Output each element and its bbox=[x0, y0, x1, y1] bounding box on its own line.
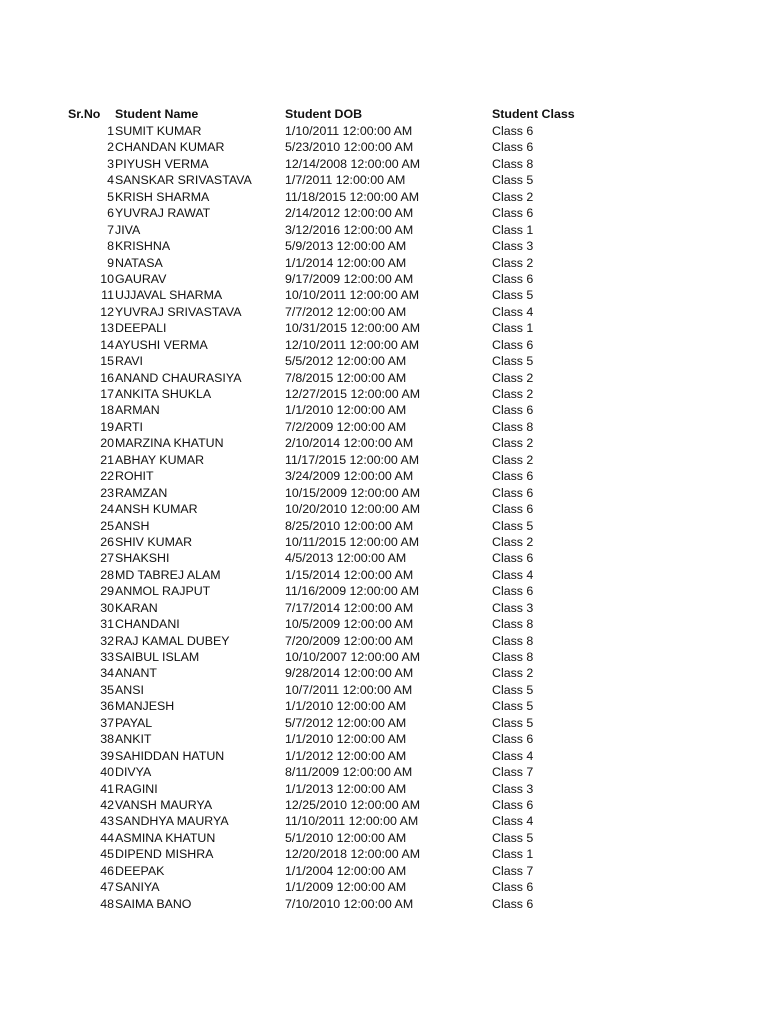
table-row bbox=[0, 715, 768, 731]
cell-student-dob: 4/5/2013 12:00:00 AM bbox=[285, 551, 407, 566]
cell-student-class: Class 8 bbox=[492, 633, 534, 648]
cell-student-class: Class 2 bbox=[492, 534, 534, 549]
cell-sr-no: 36 bbox=[100, 699, 114, 714]
cell-student-class: Class 4 bbox=[492, 748, 534, 763]
cell-student-dob: 1/15/2014 12:00:00 AM bbox=[285, 567, 414, 582]
cell-student-class: Class 6 bbox=[492, 880, 534, 895]
cell-student-name: ARTI bbox=[115, 419, 143, 434]
cell-student-dob: 9/17/2009 12:00:00 AM bbox=[285, 271, 414, 286]
cell-student-class: Class 6 bbox=[492, 337, 534, 352]
cell-sr-no: 25 bbox=[100, 518, 114, 533]
cell-student-name: PIYUSH VERMA bbox=[115, 156, 209, 171]
cell-sr-no: 43 bbox=[100, 814, 114, 829]
cell-student-class: Class 5 bbox=[492, 699, 534, 714]
table-row bbox=[0, 534, 768, 550]
cell-sr-no: 17 bbox=[100, 387, 114, 401]
cell-student-class: Class 5 bbox=[492, 288, 534, 303]
cell-student-class: Class 6 bbox=[492, 485, 534, 500]
cell-student-class: Class 5 bbox=[492, 518, 534, 533]
cell-student-dob: 8/11/2009 12:00:00 AM bbox=[285, 765, 413, 780]
cell-student-class: Class 1 bbox=[492, 222, 534, 237]
cell-sr-no: 8 bbox=[107, 239, 114, 254]
cell-student-name: MD TABREJ ALAM bbox=[115, 567, 221, 582]
cell-sr-no: 20 bbox=[100, 436, 114, 451]
cell-student-dob: 8/25/2010 12:00:00 AM bbox=[285, 518, 414, 533]
cell-sr-no: 38 bbox=[100, 732, 114, 747]
table-row bbox=[0, 616, 768, 632]
cell-student-name: PAYAL bbox=[115, 715, 153, 730]
table-row bbox=[0, 304, 768, 320]
cell-student-dob: 12/25/2010 12:00:00 AM bbox=[285, 797, 421, 812]
cell-student-name: DEEPALI bbox=[115, 321, 167, 336]
cell-sr-no: 1 bbox=[107, 124, 114, 138]
cell-sr-no: 28 bbox=[100, 567, 114, 582]
cell-student-name: ANSI bbox=[115, 682, 144, 697]
cell-student-dob: 9/28/2014 12:00:00 AM bbox=[285, 666, 414, 681]
cell-student-class: Class 6 bbox=[492, 271, 534, 286]
cell-student-name: UJJAVAL SHARMA bbox=[115, 288, 223, 303]
header-sr-no: Sr.No bbox=[68, 107, 101, 121]
cell-student-name: SHIV KUMAR bbox=[115, 534, 193, 549]
table-body bbox=[0, 123, 768, 912]
cell-student-dob: 10/20/2010 12:00:00 AM bbox=[285, 502, 421, 517]
cell-student-dob: 7/2/2009 12:00:00 AM bbox=[285, 419, 407, 434]
cell-student-dob: 1/1/2014 12:00:00 AM bbox=[285, 255, 407, 270]
cell-sr-no: 16 bbox=[100, 370, 114, 385]
cell-student-name: KRISH SHARMA bbox=[115, 189, 210, 204]
cell-student-dob: 7/17/2014 12:00:00 AM bbox=[285, 600, 414, 615]
cell-student-dob: 12/20/2018 12:00:00 AM bbox=[285, 847, 421, 862]
cell-student-dob: 12/27/2015 12:00:00 AM bbox=[285, 387, 421, 401]
table-row bbox=[0, 353, 768, 369]
table-row bbox=[0, 287, 768, 303]
cell-student-class: Class 5 bbox=[492, 682, 534, 697]
cell-student-name: RAMZAN bbox=[115, 485, 168, 500]
cell-student-name: ANMOL RAJPUT bbox=[115, 584, 211, 599]
table-row bbox=[0, 386, 768, 402]
cell-sr-no: 10 bbox=[100, 271, 114, 286]
table-row bbox=[0, 797, 768, 813]
table-row bbox=[0, 781, 768, 797]
cell-student-class: Class 8 bbox=[492, 419, 534, 434]
table-row bbox=[0, 139, 768, 155]
cell-student-class: Class 3 bbox=[492, 781, 534, 796]
table-row bbox=[0, 337, 768, 353]
table-row bbox=[0, 271, 768, 287]
cell-student-name: SAHIDDAN HATUN bbox=[115, 748, 225, 763]
cell-student-dob: 1/1/2009 12:00:00 AM bbox=[285, 880, 407, 895]
cell-student-name: SUMIT KUMAR bbox=[115, 124, 202, 138]
table-row bbox=[0, 485, 768, 501]
cell-sr-no: 4 bbox=[107, 173, 114, 188]
header-student-name: Student Name bbox=[115, 107, 199, 121]
cell-sr-no: 11 bbox=[101, 288, 114, 303]
header-student-class: Student Class bbox=[492, 107, 575, 121]
cell-student-name: RAJ KAMAL DUBEY bbox=[115, 633, 230, 648]
cell-student-name: MARZINA KHATUN bbox=[115, 436, 224, 451]
cell-student-name: ANSH KUMAR bbox=[115, 502, 198, 517]
table-row bbox=[0, 238, 768, 254]
cell-student-name: ANKITA SHUKLA bbox=[115, 387, 212, 401]
cell-student-name: DIVYA bbox=[115, 765, 152, 780]
cell-student-class: Class 3 bbox=[492, 239, 534, 254]
cell-student-dob: 12/14/2008 12:00:00 AM bbox=[285, 156, 421, 171]
cell-sr-no: 37 bbox=[100, 715, 114, 730]
table-row bbox=[0, 222, 768, 238]
cell-sr-no: 39 bbox=[100, 748, 114, 763]
cell-sr-no: 41 bbox=[100, 781, 114, 796]
cell-sr-no: 27 bbox=[100, 551, 114, 566]
table-row bbox=[0, 830, 768, 846]
cell-student-name: SAIBUL ISLAM bbox=[115, 650, 200, 664]
cell-sr-no: 22 bbox=[100, 469, 114, 484]
cell-student-class: Class 6 bbox=[492, 502, 534, 517]
cell-sr-no: 47 bbox=[100, 880, 114, 895]
cell-sr-no: 23 bbox=[100, 485, 114, 500]
cell-sr-no: 32 bbox=[100, 633, 114, 648]
cell-student-name: RAGINI bbox=[115, 781, 158, 796]
cell-student-dob: 11/10/2011 12:00:00 AM bbox=[285, 814, 419, 829]
cell-student-name: SANSKAR SRIVASTAVA bbox=[115, 173, 252, 188]
table-row bbox=[0, 879, 768, 895]
cell-sr-no: 33 bbox=[100, 650, 114, 664]
cell-sr-no: 42 bbox=[100, 797, 114, 812]
cell-student-dob: 1/1/2012 12:00:00 AM bbox=[285, 748, 407, 763]
cell-student-name: ROHIT bbox=[115, 469, 154, 484]
cell-student-dob: 1/10/2011 12:00:00 AM bbox=[285, 124, 413, 138]
cell-student-dob: 7/8/2015 12:00:00 AM bbox=[285, 370, 407, 385]
cell-student-name: ASMINA KHATUN bbox=[115, 830, 216, 845]
cell-sr-no: 44 bbox=[100, 830, 114, 845]
table-row bbox=[0, 172, 768, 188]
cell-student-class: Class 6 bbox=[492, 797, 534, 812]
cell-sr-no: 5 bbox=[107, 189, 114, 204]
cell-student-name: ANANT bbox=[115, 666, 157, 681]
cell-student-class: Class 4 bbox=[492, 814, 534, 829]
table-row bbox=[0, 567, 768, 583]
cell-student-class: Class 2 bbox=[492, 255, 534, 270]
cell-sr-no: 40 bbox=[100, 765, 114, 780]
cell-student-dob: 11/18/2015 12:00:00 AM bbox=[285, 189, 420, 204]
table-row bbox=[0, 255, 768, 271]
cell-student-name: RAVI bbox=[115, 354, 143, 369]
cell-student-dob: 7/7/2012 12:00:00 AM bbox=[285, 304, 407, 319]
cell-student-dob: 1/1/2010 12:00:00 AM bbox=[285, 732, 407, 747]
table-row bbox=[0, 896, 768, 912]
table-row bbox=[0, 518, 768, 534]
header-student-dob: Student DOB bbox=[285, 107, 363, 121]
cell-student-class: Class 6 bbox=[492, 140, 534, 155]
cell-student-dob: 10/5/2009 12:00:00 AM bbox=[285, 617, 414, 632]
table-row bbox=[0, 452, 768, 468]
cell-student-name: ANSH bbox=[115, 518, 150, 533]
cell-student-class: Class 1 bbox=[492, 847, 534, 862]
table-row bbox=[0, 813, 768, 829]
cell-student-dob: 10/11/2015 12:00:00 AM bbox=[285, 534, 420, 549]
table-row bbox=[0, 156, 768, 172]
table-row bbox=[0, 419, 768, 435]
cell-student-name: YUVRAJ SRIVASTAVA bbox=[115, 304, 242, 319]
cell-sr-no: 35 bbox=[100, 682, 114, 697]
cell-student-dob: 1/1/2010 12:00:00 AM bbox=[285, 699, 407, 714]
cell-sr-no: 9 bbox=[107, 255, 114, 270]
table-row bbox=[0, 320, 768, 336]
cell-sr-no: 29 bbox=[100, 584, 114, 599]
cell-student-dob: 5/23/2010 12:00:00 AM bbox=[285, 140, 414, 155]
cell-student-name: KRISHNA bbox=[115, 239, 171, 254]
cell-student-name: SANDHYA MAURYA bbox=[115, 814, 229, 829]
cell-student-name: SANIYA bbox=[115, 880, 160, 895]
table-row bbox=[0, 748, 768, 764]
cell-student-class: Class 1 bbox=[492, 321, 534, 336]
cell-student-dob: 1/1/2004 12:00:00 AM bbox=[285, 863, 407, 878]
cell-student-class: Class 8 bbox=[492, 156, 534, 171]
table-row bbox=[0, 633, 768, 649]
cell-student-name: SAIMA BANO bbox=[115, 896, 192, 911]
cell-sr-no: 15 bbox=[100, 354, 114, 369]
cell-student-class: Class 6 bbox=[492, 206, 534, 221]
cell-student-class: Class 4 bbox=[492, 304, 534, 319]
table-row bbox=[0, 123, 768, 139]
cell-student-dob: 11/16/2009 12:00:00 AM bbox=[285, 584, 420, 599]
table-row bbox=[0, 189, 768, 205]
cell-student-dob: 10/31/2015 12:00:00 AM bbox=[285, 321, 421, 336]
cell-student-dob: 3/24/2009 12:00:00 AM bbox=[285, 469, 414, 484]
cell-student-name: NATASA bbox=[115, 255, 163, 270]
cell-student-class: Class 5 bbox=[492, 830, 534, 845]
cell-student-dob: 10/15/2009 12:00:00 AM bbox=[285, 485, 421, 500]
cell-student-class: Class 6 bbox=[492, 584, 534, 599]
cell-sr-no: 19 bbox=[100, 419, 114, 434]
table-row bbox=[0, 468, 768, 484]
cell-sr-no: 2 bbox=[107, 140, 114, 155]
table-row bbox=[0, 402, 768, 418]
cell-student-name: AYUSHI VERMA bbox=[115, 337, 208, 352]
cell-sr-no: 31 bbox=[100, 617, 114, 632]
cell-sr-no: 6 bbox=[107, 206, 114, 221]
cell-student-class: Class 2 bbox=[492, 436, 534, 451]
cell-student-dob: 7/10/2010 12:00:00 AM bbox=[285, 896, 414, 911]
cell-student-class: Class 6 bbox=[492, 551, 534, 566]
cell-sr-no: 21 bbox=[100, 452, 114, 467]
cell-student-class: Class 6 bbox=[492, 732, 534, 747]
cell-student-name: DEEPAK bbox=[115, 863, 165, 878]
cell-student-dob: 1/1/2013 12:00:00 AM bbox=[285, 781, 407, 796]
table-row bbox=[0, 501, 768, 517]
cell-student-class: Class 4 bbox=[492, 567, 534, 582]
cell-student-dob: 5/5/2012 12:00:00 AM bbox=[285, 354, 407, 369]
cell-student-class: Class 6 bbox=[492, 469, 534, 484]
table-row bbox=[0, 435, 768, 451]
table-row bbox=[0, 682, 768, 698]
table-header-row bbox=[0, 105, 768, 123]
cell-student-class: Class 6 bbox=[492, 896, 534, 911]
cell-student-class: Class 2 bbox=[492, 189, 534, 204]
cell-student-name: VANSH MAURYA bbox=[115, 797, 213, 812]
cell-sr-no: 26 bbox=[100, 534, 114, 549]
cell-student-dob: 2/10/2014 12:00:00 AM bbox=[285, 436, 414, 451]
cell-student-class: Class 5 bbox=[492, 354, 534, 369]
table-row bbox=[0, 583, 768, 599]
cell-sr-no: 13 bbox=[100, 321, 114, 336]
cell-student-dob: 12/10/2011 12:00:00 AM bbox=[285, 337, 420, 352]
cell-sr-no: 45 bbox=[100, 847, 114, 862]
table-row bbox=[0, 665, 768, 681]
cell-student-class: Class 7 bbox=[492, 765, 534, 780]
cell-sr-no: 12 bbox=[100, 304, 114, 319]
cell-sr-no: 24 bbox=[100, 502, 114, 517]
cell-student-dob: 5/1/2010 12:00:00 AM bbox=[285, 830, 407, 845]
cell-student-dob: 10/10/2007 12:00:00 AM bbox=[285, 650, 421, 664]
cell-sr-no: 14 bbox=[100, 337, 114, 352]
cell-student-name: CHANDANI bbox=[115, 617, 180, 632]
cell-student-class: Class 8 bbox=[492, 617, 534, 632]
cell-sr-no: 30 bbox=[100, 600, 114, 615]
table-row bbox=[0, 370, 768, 386]
table-row bbox=[0, 731, 768, 747]
cell-student-name: KARAN bbox=[115, 600, 158, 615]
cell-student-name: GAURAV bbox=[115, 271, 167, 286]
cell-student-name: ARMAN bbox=[115, 403, 160, 418]
cell-student-name: ANKIT bbox=[115, 732, 152, 747]
cell-student-class: Class 2 bbox=[492, 370, 534, 385]
cell-student-class: Class 7 bbox=[492, 863, 534, 878]
cell-student-class: Class 6 bbox=[492, 403, 534, 418]
cell-sr-no: 34 bbox=[100, 666, 114, 681]
cell-student-name: YUVRAJ RAWAT bbox=[115, 206, 211, 221]
table-row bbox=[0, 698, 768, 714]
table-row bbox=[0, 846, 768, 862]
table-row bbox=[0, 764, 768, 780]
cell-student-name: MANJESH bbox=[115, 699, 175, 714]
table-row bbox=[0, 863, 768, 879]
cell-student-class: Class 2 bbox=[492, 387, 534, 401]
table-row bbox=[0, 600, 768, 616]
cell-student-class: Class 8 bbox=[492, 650, 534, 664]
cell-student-name: DIPEND MISHRA bbox=[115, 847, 214, 862]
cell-student-name: ANAND CHAURASIYA bbox=[115, 370, 242, 385]
cell-student-name: JIVA bbox=[115, 222, 141, 237]
cell-student-class: Class 2 bbox=[492, 666, 534, 681]
cell-student-class: Class 6 bbox=[492, 124, 534, 138]
table-row bbox=[0, 649, 768, 665]
cell-student-dob: 2/14/2012 12:00:00 AM bbox=[285, 206, 414, 221]
cell-sr-no: 18 bbox=[100, 403, 114, 418]
cell-student-dob: 1/7/2011 12:00:00 AM bbox=[285, 173, 406, 188]
cell-student-dob: 10/10/2011 12:00:00 AM bbox=[285, 288, 420, 303]
cell-sr-no: 3 bbox=[107, 156, 114, 171]
cell-student-class: Class 3 bbox=[492, 600, 534, 615]
table-row bbox=[0, 205, 768, 221]
cell-student-dob: 10/7/2011 12:00:00 AM bbox=[285, 682, 413, 697]
cell-student-class: Class 2 bbox=[492, 452, 534, 467]
cell-student-name: ABHAY KUMAR bbox=[115, 452, 205, 467]
cell-sr-no: 48 bbox=[100, 896, 114, 911]
cell-student-class: Class 5 bbox=[492, 173, 534, 188]
cell-student-dob: 5/7/2012 12:00:00 AM bbox=[285, 715, 407, 730]
cell-sr-no: 7 bbox=[107, 222, 114, 237]
cell-student-name: SHAKSHI bbox=[115, 551, 170, 566]
cell-sr-no: 46 bbox=[100, 863, 114, 878]
cell-student-dob: 3/12/2016 12:00:00 AM bbox=[285, 222, 414, 237]
table-row bbox=[0, 550, 768, 566]
cell-student-dob: 11/17/2015 12:00:00 AM bbox=[285, 452, 420, 467]
cell-student-dob: 7/20/2009 12:00:00 AM bbox=[285, 633, 414, 648]
cell-student-class: Class 5 bbox=[492, 715, 534, 730]
cell-student-dob: 1/1/2010 12:00:00 AM bbox=[285, 403, 407, 418]
cell-student-name: CHANDAN KUMAR bbox=[115, 140, 225, 155]
student-table bbox=[0, 105, 768, 912]
cell-student-dob: 5/9/2013 12:00:00 AM bbox=[285, 239, 407, 254]
